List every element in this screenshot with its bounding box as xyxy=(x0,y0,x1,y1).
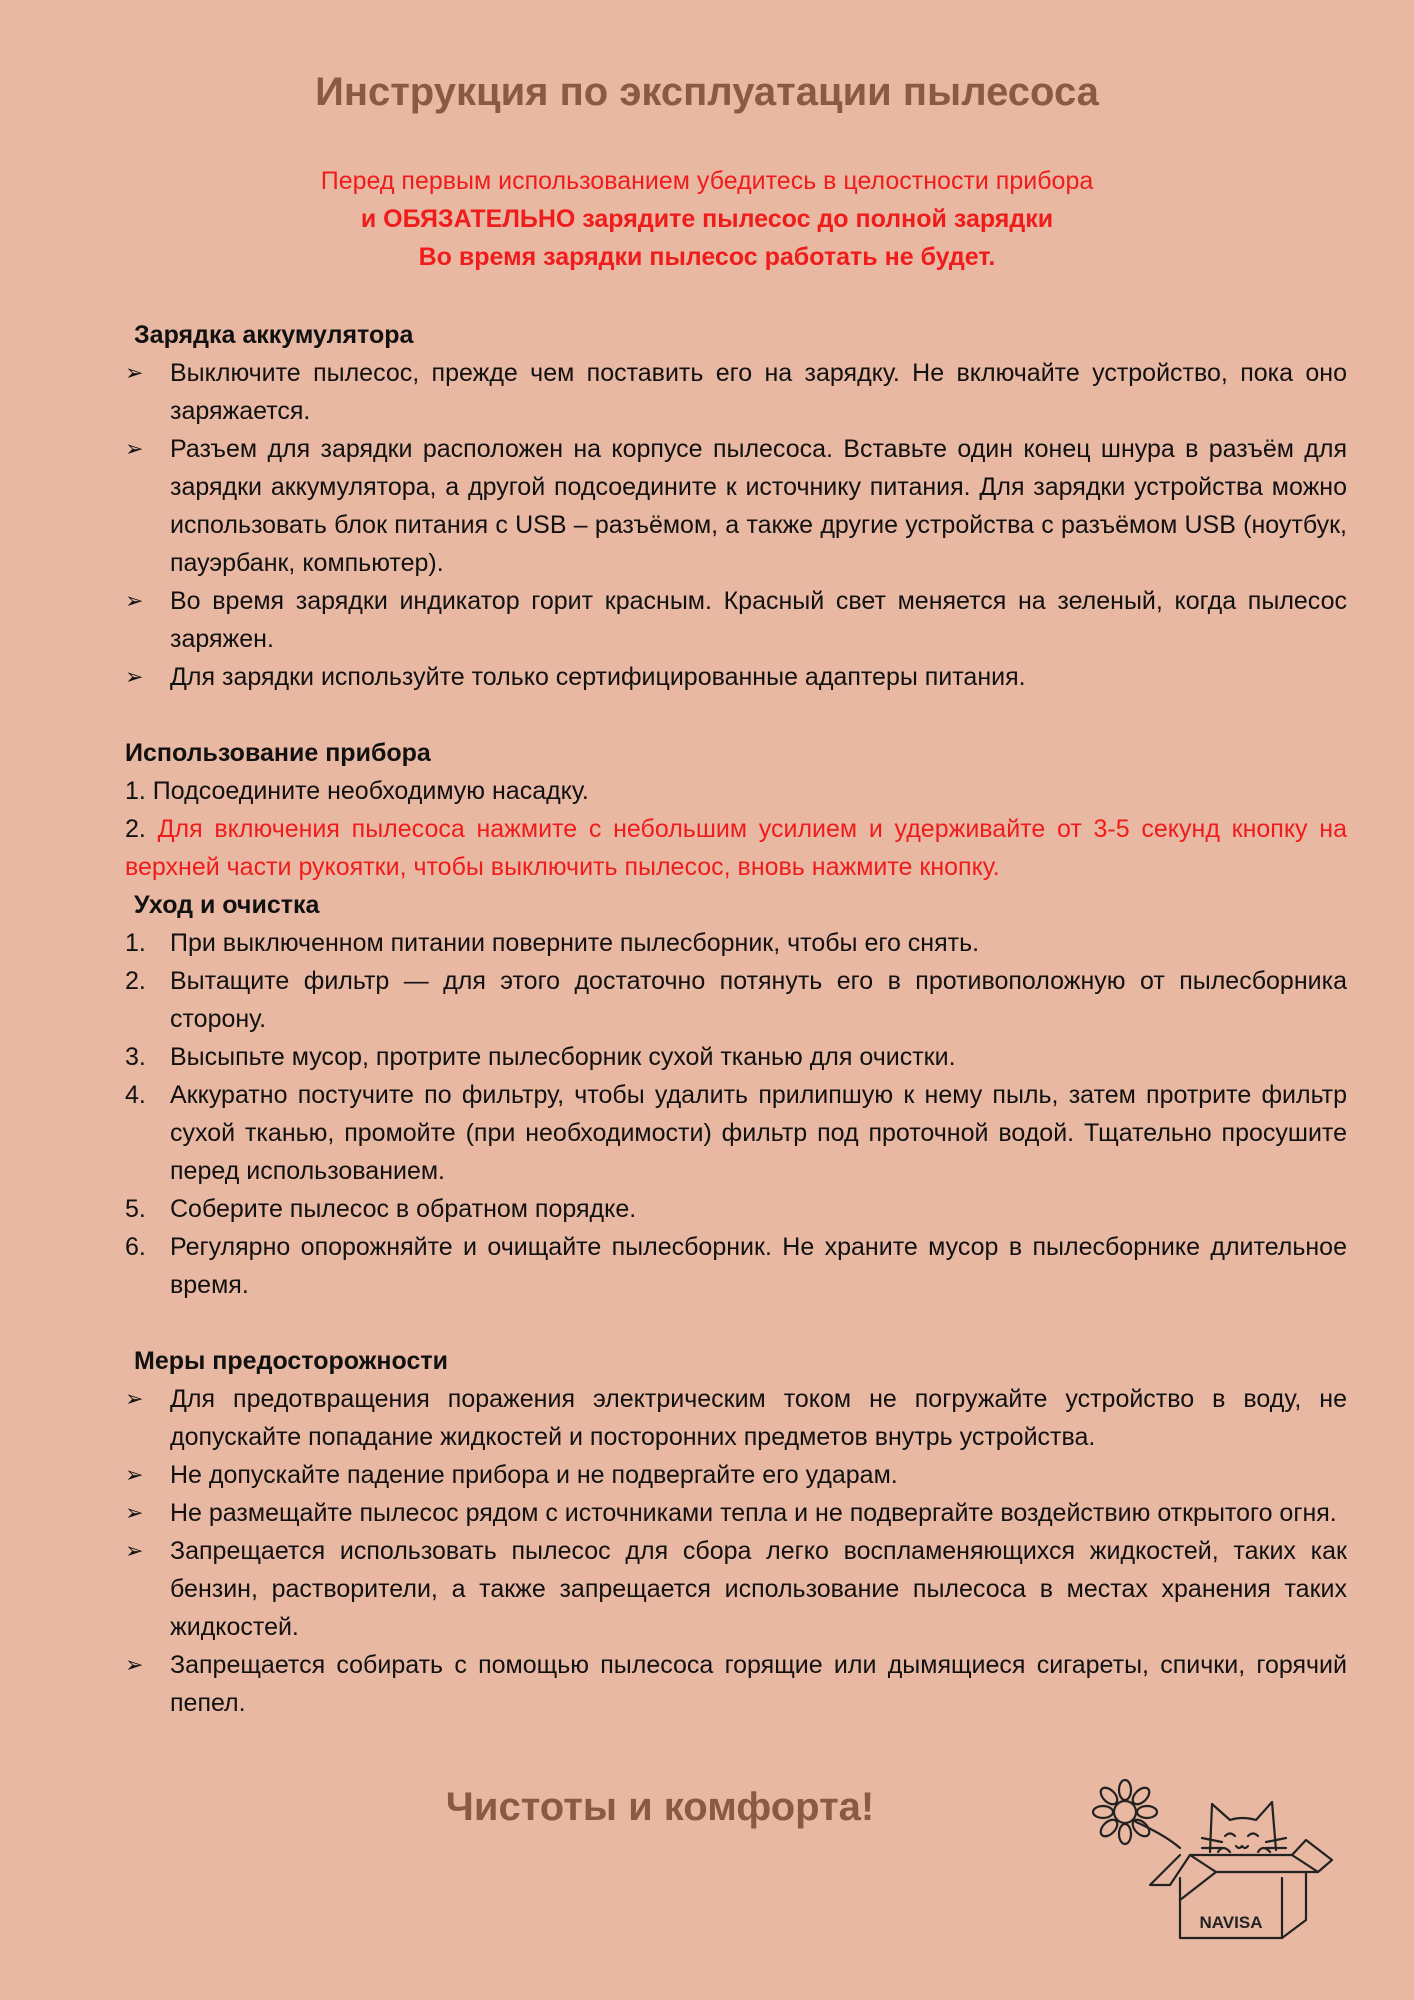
list-item: 6. Регулярно опорожняйте и очищайте пылесборник. Не храните мусор в пылесборнике длительное время. xyxy=(125,1233,1347,1299)
list-item: 4. Аккуратно постучите по фильтру, чтобы удалить прилипшую к нему пыль, затем протрите фильтр сухой тканью, промойте (при необходимости) фильтр под проточной водой. Тщательно просушите перед использованием. xyxy=(125,1081,1347,1185)
list-item: ➢ Не размещайте пылесос рядом с источниками тепла и не подвергайте воздействию открытого огня. xyxy=(125,1494,1347,1532)
list-item: ➢ Во время зарядки индикатор горит красным. Красный свет меняется на зеленый, когда пылесос заряжен. xyxy=(125,582,1347,658)
arrow-bullet-icon: ➢ xyxy=(125,1538,144,1563)
section-heading-charging: Зарядка аккумулятора xyxy=(134,321,414,349)
list-item: 1. При выключенном питании поверните пылесборник, чтобы его снять. xyxy=(125,929,980,957)
list-item: ➢ Выключите пылесос, прежде чем поставить его на зарядку. Не включайте устройство, пока оно заряжается. xyxy=(125,354,1347,430)
arrow-bullet-icon: ➢ xyxy=(125,664,144,689)
list-item: 2. Вытащите фильтр — для этого достаточно потянуть его в противоположную от пылесборника сторону. xyxy=(125,967,1347,1033)
arrow-bullet-icon: ➢ xyxy=(125,1500,144,1525)
charging-list xyxy=(125,354,1347,696)
arrow-bullet-icon: ➢ xyxy=(125,588,144,613)
arrow-bullet-icon: ➢ xyxy=(125,1462,144,1487)
logo-text: NAVISA xyxy=(1199,1913,1263,1932)
warning-line-1: Перед первым использованием убедитесь в целостности прибора xyxy=(320,167,1094,195)
list-item: ➢ Разъем для зарядки расположен на корпусе пылесоса. Вставьте один конец шнура в разъём для зарядки аккумулятора, а другой подсоедините к источнику питания. Для зарядки устройства можно использовать блок питания с USB – разъёмом, а также другие устройства с разъёмом USB (ноутбук, пауэрбанк, компьютер). xyxy=(125,430,1347,582)
usage-step-2-text: Для включения пылесоса нажмите с небольшим усилием и удерживайте от 3-5 секунд кнопку на верхней части рукоятки, чтобы выключить пылесос, вновь нажмите кнопку. xyxy=(125,815,1347,881)
list-item: ➢ Для зарядки используйте только сертифицированные адаптеры питания. xyxy=(125,658,1347,696)
page-title: Инструкция по эксплуатации пылесоса xyxy=(315,70,1099,114)
flower-icon xyxy=(1093,1780,1180,1848)
warning-line-2: и ОБЯЗАТЕЛЬНО зарядите пылесос до полной зарядки xyxy=(360,205,1054,233)
usage-step-1: 1. Подсоедините необходимую насадку. xyxy=(125,777,589,805)
closing-message: Чистоты и комфорта! xyxy=(445,1785,875,1829)
list-item: ➢ Запрещается использовать пылесос для сбора легко воспламеняющихся жидкостей, таких как бензин, растворители, а также запрещается использование пылесоса в местах хранения таких жидкостей. xyxy=(125,1532,1347,1646)
instruction-content xyxy=(125,316,1347,1722)
section-heading-care: Уход и очистка xyxy=(134,891,320,919)
warning-line-3: Во время зарядки пылесос работать не будет. xyxy=(418,243,996,271)
list-item: ➢ Для предотвращения поражения электрическим током не погружайте устройство в воду, не допускайте попадание жидкостей и посторонних предметов внутрь устройства. xyxy=(125,1380,1347,1456)
list-item: ➢ Запрещается собирать с помощью пылесоса горящие или дымящиеся сигареты, спички, горячий пепел. xyxy=(125,1646,1347,1722)
list-item: ➢ Не допускайте падение прибора и не подвергайте его ударам. xyxy=(125,1456,1347,1494)
usage-step-2: 2. Для включения пылесоса нажмите с небольшим усилием и удерживайте от 3-5 секунд кнопку на верхней части рукоятки, чтобы выключить пылесос, вновь нажмите кнопку. xyxy=(125,815,1347,881)
arrow-bullet-icon: ➢ xyxy=(125,360,144,385)
cat-in-box-icon xyxy=(1070,1760,1340,1950)
section-heading-precautions: Меры предосторожности xyxy=(134,1347,448,1375)
list-item: 3. Высыпьте мусор, протрите пылесборник сухой тканью для очистки. xyxy=(125,1043,956,1071)
arrow-bullet-icon: ➢ xyxy=(125,1386,144,1411)
list-item: 5. Соберите пылесос в обратном порядке. xyxy=(125,1195,637,1223)
care-list xyxy=(125,924,1347,1304)
section-heading-usage: Использование прибора xyxy=(125,739,431,767)
arrow-bullet-icon: ➢ xyxy=(125,436,144,461)
arrow-bullet-icon: ➢ xyxy=(125,1652,144,1677)
precautions-list xyxy=(125,1380,1347,1722)
